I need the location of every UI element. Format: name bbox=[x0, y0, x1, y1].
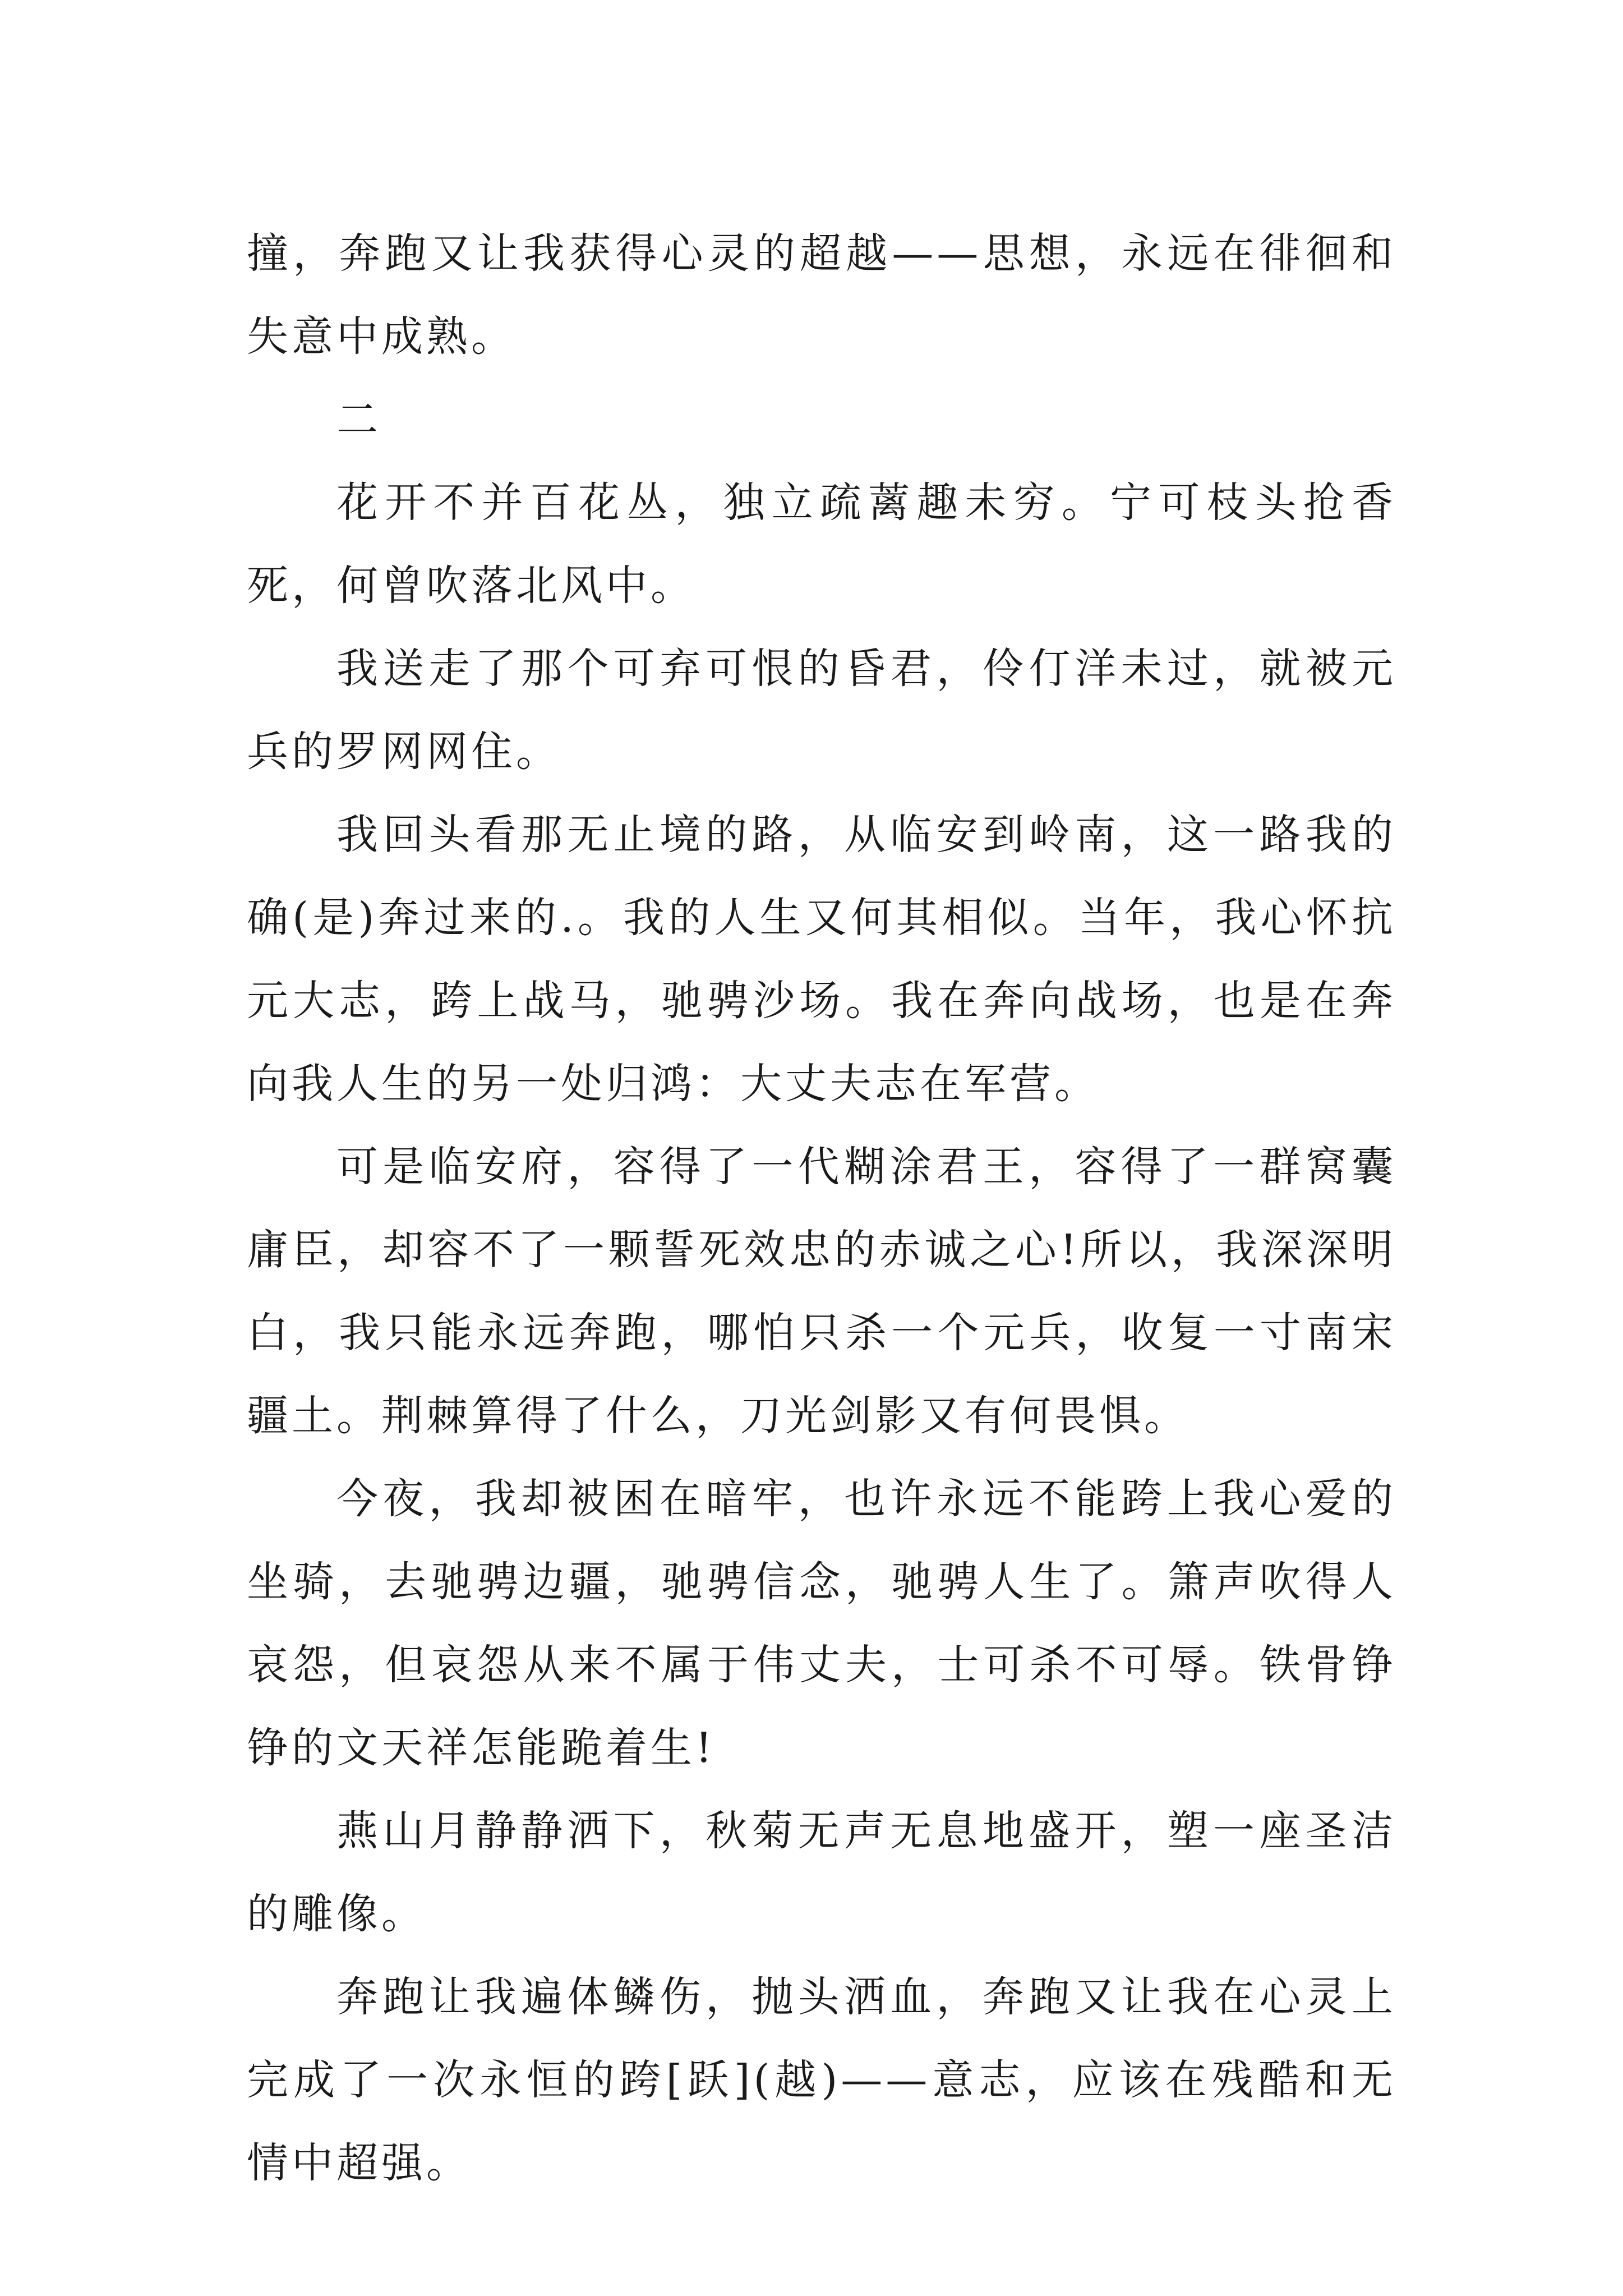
paragraph-4: 我送走了那个可弃可恨的昏君，伶仃洋未过，就被元兵的罗网网住。 bbox=[247, 645, 1396, 776]
document-body bbox=[247, 212, 1396, 2205]
paragraph-6: 可是临安府，容得了一代糊涂君王，容得了一群窝囊庸臣，却容不了一颗誓死效忠的赤诚之心!所以，我深深明白，我只能永远奔跑，哪怕只杀一个元兵，收复一寸南宋疆土。荆棘算得了什么，刀光剑影又有何畏惧。 bbox=[247, 1143, 1396, 1440]
section-number: 二 bbox=[336, 395, 381, 444]
paragraph-1: 撞，奔跑又让我获得心灵的超越——思想，永远在徘徊和失意中成熟。 bbox=[247, 229, 1396, 361]
paragraph-9: 奔跑让我遍体鳞伤，抛头洒血，奔跑又让我在心灵上完成了一次永恒的跨[跃](越)——意志，应该在残酷和无情中超强。 bbox=[247, 1973, 1396, 2187]
poem-paragraph: 花开不并百花丛，独立疏蓠趣未穷。宁可枝头抢香死，何曾吹落北风中。 bbox=[247, 478, 1396, 610]
paragraph-8: 燕山月静静洒下，秋菊无声无息地盛开，塑一座圣洁的雕像。 bbox=[247, 1807, 1396, 1938]
paragraph-7: 今夜，我却被困在暗牢，也许永远不能跨上我心爱的坐骑，去驰骋边疆，驰骋信念，驰骋人生了。箫声吹得人哀怨，但哀怨从来不属于伟丈夫，士可杀不可辱。铁骨铮铮的文天祥怎能跪着生! bbox=[247, 1475, 1396, 1772]
paragraph-5: 我回头看那无止境的路，从临安到岭南，这一路我的确(是)奔过来的.。我的人生又何其相似。当年，我心怀抗元大志，跨上战马，驰骋沙场。我在奔向战场，也是在奔向我人生的另一处归鸿：大丈夫志在军营。 bbox=[247, 811, 1396, 1108]
